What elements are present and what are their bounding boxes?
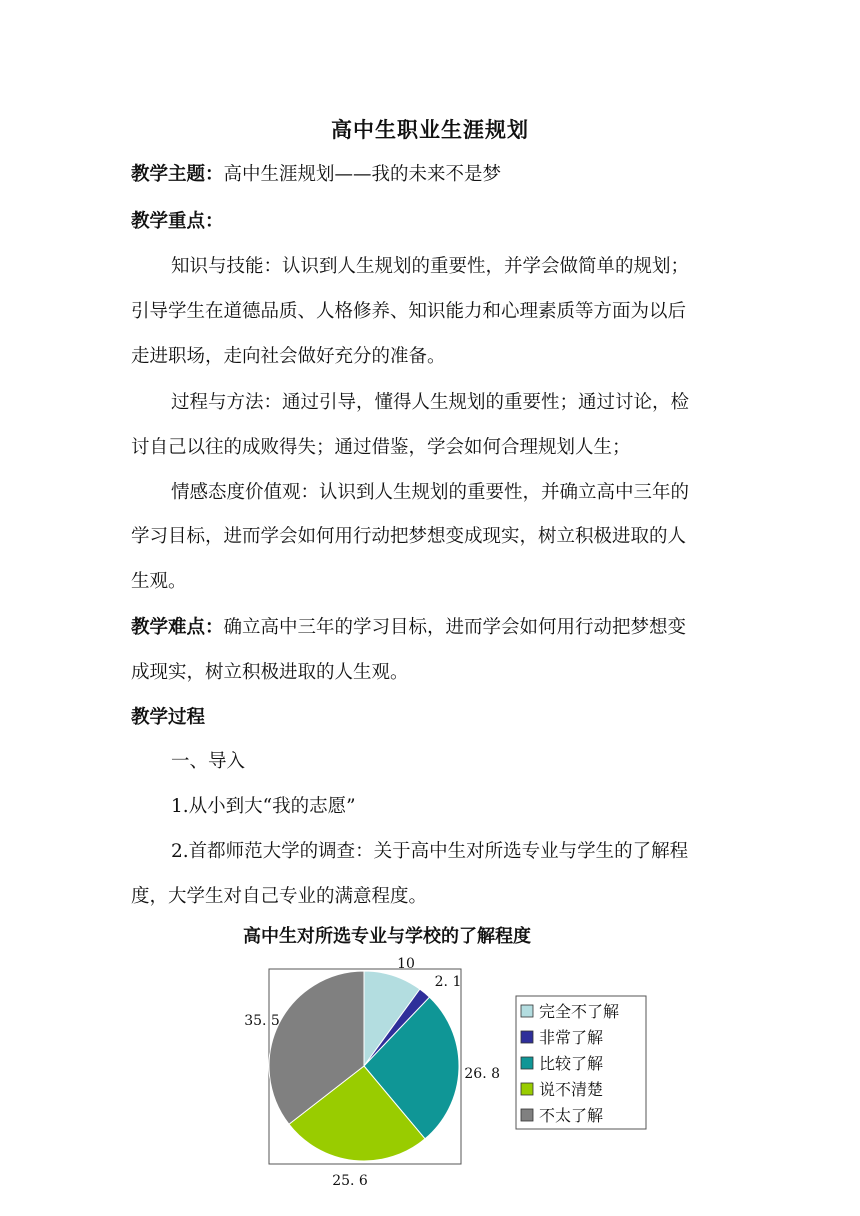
paragraph-line: 引导学生在道德品质、人格修养、知识能力和心理素质等方面为以后 [131, 301, 687, 322]
legend-swatch [521, 1083, 533, 1095]
paragraph-line: 讨自己以往的成败得失；通过借鉴，学会如何合理规划人生； [131, 437, 631, 458]
slice-value-label: 26. 8 [464, 1066, 500, 1082]
slice-value-label: 10 [397, 956, 415, 972]
slice-value-label: 2. 1 [434, 974, 462, 990]
chart-title: 高中生对所选专业与学校的了解程度 [243, 926, 531, 947]
legend-label: 完全不了解 [539, 1002, 620, 1021]
legend-swatch [521, 1057, 533, 1069]
pie-chart [200, 920, 670, 1200]
theme-label: 教学主题： [131, 164, 224, 185]
paragraph-line: 情感态度价值观：认识到人生规划的重要性，并确立高中三年的 [171, 482, 690, 503]
list-item: 2.首都师范大学的调查：关于高中生对所选专业与学生的了解程 [171, 841, 689, 862]
paragraph-line: 过程与方法：通过引导，懂得人生规划的重要性；通过讨论，检 [171, 392, 690, 413]
paragraph-line: 知识与技能：认识到人生规划的重要性，并学会做简单的规划； [171, 256, 690, 277]
theme-text: 高中生涯规划——我的未来不是梦 [223, 164, 502, 185]
list-item: 度，大学生对自己专业的满意程度。 [131, 886, 428, 907]
legend-label: 比较了解 [539, 1054, 604, 1073]
intro-heading: 一、导入 [171, 751, 246, 772]
difficulty-label: 教学难点： [131, 617, 224, 638]
focus-heading: 教学重点： [131, 211, 224, 232]
paragraph-line: 学习目标，进而学会如何用行动把梦想变成现实，树立积极进取的人 [131, 526, 687, 547]
legend-label: 说不清楚 [539, 1080, 604, 1099]
slice-value-label: 25. 6 [332, 1173, 368, 1189]
legend-swatch [521, 1031, 533, 1043]
legend-swatch [521, 1109, 533, 1121]
legend-label: 非常了解 [539, 1028, 604, 1047]
process-heading: 教学过程 [131, 707, 206, 728]
paragraph-line: 走进职场，走向社会做好充分的准备。 [131, 346, 446, 367]
paragraph-line: 生观。 [131, 571, 187, 592]
difficulty-line [131, 613, 686, 639]
legend-label: 不太了解 [539, 1106, 604, 1125]
list-item: 1.从小到大“我的志愿” [171, 796, 356, 817]
slice-value-label: 35. 5 [244, 1013, 280, 1029]
pie-chart-svg [200, 920, 670, 1200]
document-title: 高中生职业生涯规划 [331, 117, 529, 142]
theme-line [131, 160, 501, 186]
difficulty-text: 确立高中三年的学习目标，进而学会如何用行动把梦想变 [223, 617, 687, 638]
paragraph-line: 成现实，树立积极进取的人生观。 [131, 662, 409, 683]
legend-swatch [521, 1005, 533, 1017]
